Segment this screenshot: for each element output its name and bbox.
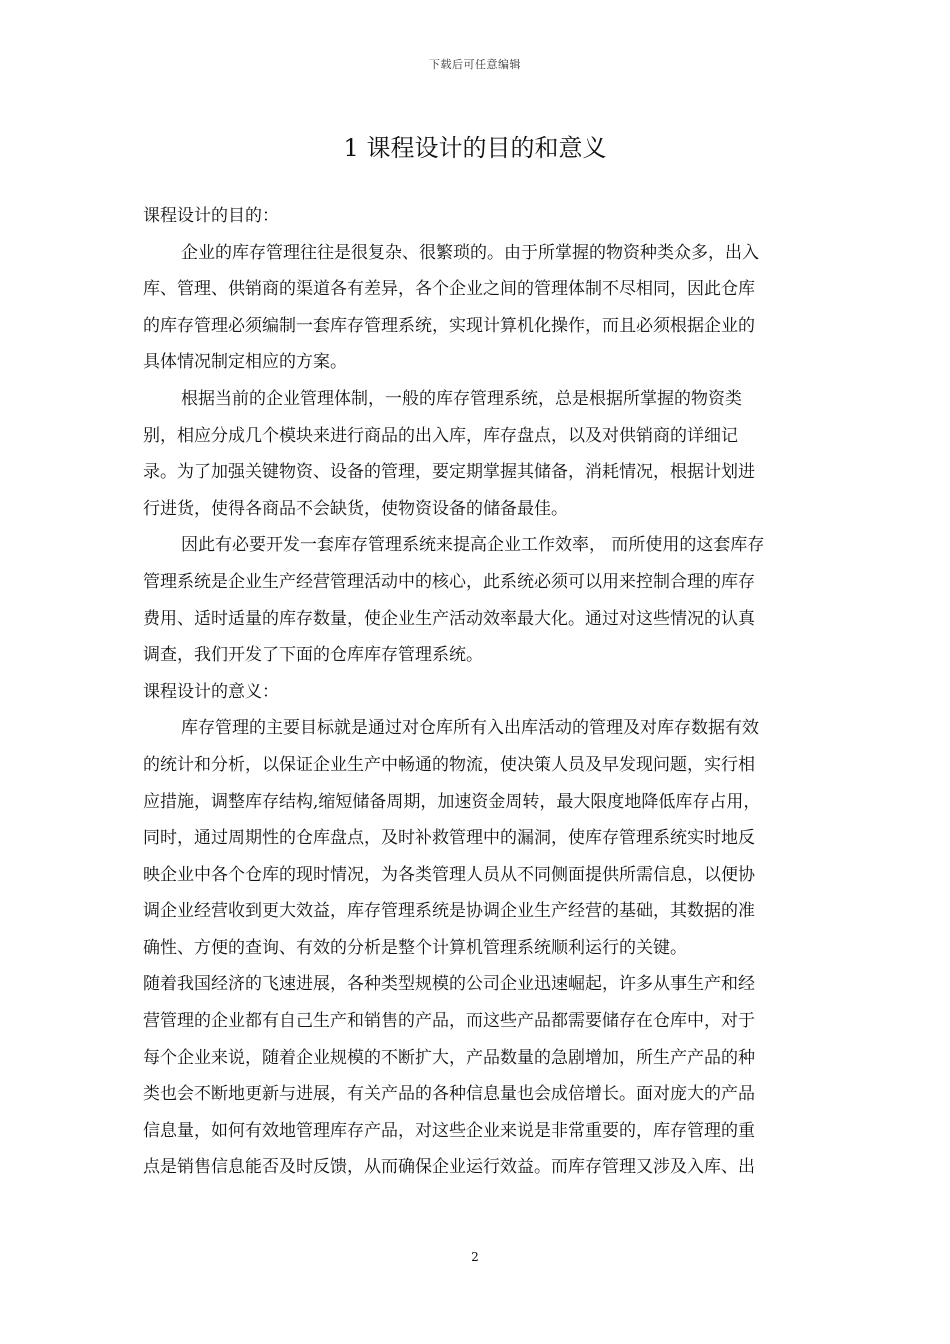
text-line: 库、管理、供销商的渠道各有差异，各个企业之间的管理体制不尽相同，因此仓库 (143, 279, 755, 300)
text-line: 具体情况制定相应的方案。 (143, 352, 347, 373)
text-line: 营管理的企业都有自己生产和销售的产品，而这些产品都需要储存在仓库中，对于 (143, 1011, 755, 1032)
text-line: 随着我国经济的飞速进展，各种类型规模的公司企业迅速崛起，许多从事生产和经 (143, 974, 755, 995)
text-line: 课程设计的意义： (143, 681, 279, 702)
text-line: 因此有必要开发一套库存管理系统来提高企业工作效率， 而所使用的这套库存 (181, 535, 765, 556)
text-line: 课程设计的目的： (143, 206, 279, 226)
text-line: 映企业中各个仓库的现时情况，为各类管理人员从不同侧面提供所需信息，以便协 (143, 864, 755, 885)
text-line: 行进货，使得各商品不会缺货，使物资设备的储备最佳。 (143, 498, 568, 519)
text-line: 管理系统是企业生产经营管理活动中的核心，此系统必须可以用来控制合理的库存 (143, 571, 755, 592)
text-line: 的统计和分析，以保证企业生产中畅通的物流，使决策人员及早发现问题，实行相 (143, 754, 755, 775)
text-line: 信息量，如何有效地管理库存产品，对这些企业来说是非常重要的，库存管理的重 (143, 1120, 755, 1141)
header-note: 下载后可任意编辑 (429, 58, 521, 71)
text-line: 同时，通过周期性的仓库盘点，及时补救管理中的漏洞，使库存管理系统实时地反 (143, 828, 755, 849)
text-line: 库存管理的主要目标就是通过对仓库所有入出库活动的管理及对库存数据有效 (181, 718, 759, 739)
page-title: 1 课程设计的目的和意义 (343, 134, 607, 162)
text-line: 别，相应分成几个模块来进行商品的出入库，库存盘点，以及对供销商的详细记 (143, 425, 738, 446)
text-line: 类也会不断地更新与进展，有关产品的各种信息量也会成倍增长。面对庞大的产品 (143, 1084, 755, 1105)
text-line: 企业的库存管理往往是很复杂、很繁琐的。由于所掌握的物资种类众多，出入 (181, 242, 759, 263)
text-line: 录。为了加强关键物资、设备的管理，要定期掌握其储备，消耗情况，根据计划进 (143, 462, 755, 483)
text-line: 点是销售信息能否及时反馈，从而确保企业运行效益。而库存管理又涉及入库、出 (143, 1157, 755, 1178)
text-line: 应措施，调整库存结构,缩短储备周期，加速资金周转，最大限度地降低库存占用， (143, 791, 761, 812)
page-number: 2 (471, 1250, 479, 1264)
text-line: 根据当前的企业管理体制，一般的库存管理系统，总是根据所掌握的物资类 (181, 388, 742, 409)
text-line: 费用、适时适量的库存数量，使企业生产活动效率最大化。通过对这些情况的认真 (143, 608, 755, 629)
document-body (143, 198, 851, 1186)
text-line: 调企业经营收到更大效益，库存管理系统是协调企业生产经营的基础，其数据的准 (143, 901, 755, 922)
text-line: 每个企业来说，随着企业规模的不断扩大，产品数量的急剧增加，所生产产品的种 (143, 1047, 755, 1068)
text-line: 的库存管理必须编制一套库存管理系统，实现计算机化操作，而且必须根据企业的 (143, 315, 755, 336)
text-line: 调查，我们开发了下面的仓库库存管理系统。 (143, 645, 483, 666)
text-line: 确性、方便的查询、有效的分析是整个计算机管理系统顺利运行的关键。 (143, 937, 687, 958)
